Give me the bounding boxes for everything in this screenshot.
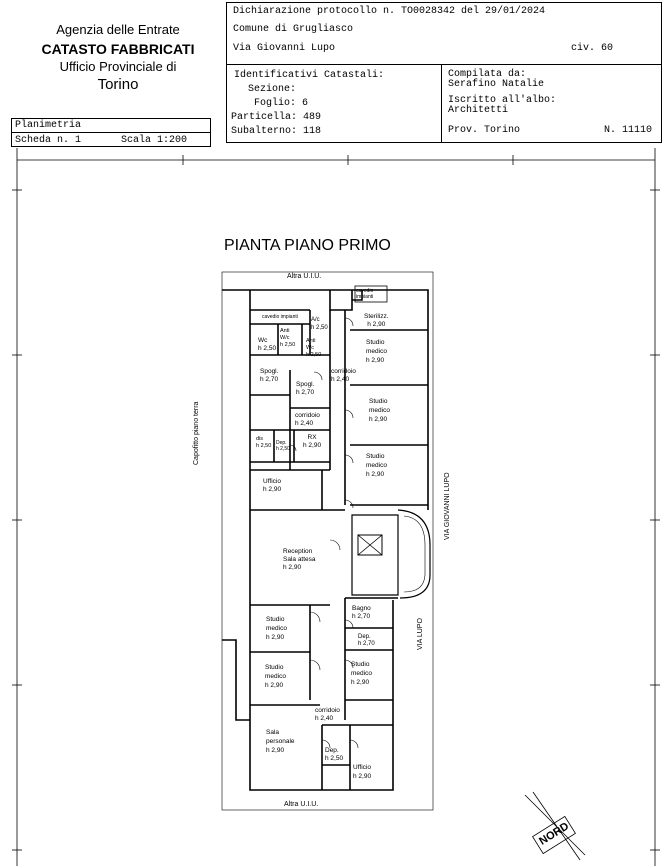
street-label: VIA GIOVANNI LUPO	[444, 472, 451, 540]
room-corridoio-1: corridoio h 2,40	[331, 368, 356, 383]
room-cavedio-left: cavedio impianti	[262, 314, 298, 320]
room-cavedio-top: cavedio impianti	[356, 288, 374, 300]
room-studio-2: Studio medico h 2,90	[369, 398, 390, 423]
room-studio-5: Studio medico h 2,90	[351, 661, 372, 686]
scheda-label: Scheda n. 1	[15, 135, 82, 146]
registration-number: N. 11110	[604, 125, 653, 136]
room-dep-bottom: Dep. h 2,50	[325, 747, 344, 762]
province: Prov. Torino	[448, 125, 521, 136]
plan-outer-boundary	[222, 272, 433, 810]
bottom-neighbour-label: Altra U.I.U.	[284, 801, 319, 808]
compilata-label: Compilata da:	[448, 69, 527, 80]
room-corridoio-3: corridoio h 2,40	[315, 707, 340, 722]
declaration-text: Dichiarazione protocollo n. TO0028342 del 29/01/2024	[233, 6, 546, 17]
room-ufficio-2: Ufficio h 2,90	[353, 764, 372, 780]
room-spogl-1: Spogl. h 2,70	[260, 368, 279, 383]
room-studio-6: Studio medico h 2,90	[265, 664, 286, 689]
iscritto-value: Architetti	[448, 105, 509, 116]
room-rx: RX h 2,90	[303, 434, 322, 449]
room-antiwc-1: Anti W/c h 2,50	[280, 328, 296, 348]
office-city: Torino	[97, 76, 139, 93]
ident-title: Identificativi Catastali:	[234, 70, 385, 81]
room-dep-small: Dep. h 2,50	[276, 440, 290, 452]
room-dep-bagno: Dep. h 2,70	[358, 634, 375, 647]
top-neighbour-label: Altra U.I.U.	[287, 273, 322, 280]
room-spogl-2: Spogl. h 2,70	[296, 381, 315, 396]
north-label: NORD	[537, 820, 572, 848]
room-sterilizz: Sterilizz. h 2,90	[364, 313, 389, 328]
civic-number: civ. 60	[571, 43, 614, 54]
subalterno: Subalterno: 118	[231, 126, 322, 137]
room-studio-1: Studio medico h 2,90	[366, 339, 387, 364]
room-reception: Reception Sala attesa h 2,90	[283, 548, 316, 571]
office-line: Ufficio Provinciale di	[59, 59, 177, 74]
room-dis: dis h 2,50	[256, 436, 272, 449]
room-sala-personale: Sala personale h 2,90	[266, 729, 295, 754]
plan-title: PIANTA PIANO PRIMO	[224, 237, 391, 254]
agency-name: Agenzia delle Entrate	[56, 22, 180, 37]
room-studio-4: Studio medico h 2,90	[266, 616, 287, 641]
room-studio-3: Studio medico h 2,90	[366, 453, 387, 478]
compilata-name: Serafino Natalie	[448, 79, 545, 90]
room-bagno: Bagno h 2,70	[352, 605, 371, 620]
room-ufficio-1: Ufficio h 2,90	[263, 478, 282, 493]
sezione: Sezione:	[248, 84, 297, 95]
scala-label: Scala 1:200	[121, 135, 188, 146]
room-wc: Wc h 2,50	[258, 337, 277, 352]
foglio: Foglio: 6	[254, 98, 309, 109]
iscritto-label: Iscritto all'albo:	[448, 95, 557, 106]
room-antiwc-2: Anti Wc h 2,50	[306, 338, 322, 358]
left-side-label: Capofitto piano terra	[193, 401, 200, 465]
room-corridoio-2: corridoio h 2,40	[295, 412, 320, 427]
address-text: Via Giovanni Lupo	[233, 43, 336, 54]
frame-ticks	[12, 155, 660, 850]
comune-text: Comune di Grugliasco	[233, 24, 354, 35]
catasto-title: CATASTO FABBRICATI	[41, 41, 195, 57]
room-alc: A/c h 2,50	[311, 317, 328, 331]
planimetria-label: Planimetria	[15, 120, 82, 131]
street-label-short: VIA LUPO	[417, 618, 424, 650]
particella: Particella: 489	[231, 112, 322, 123]
